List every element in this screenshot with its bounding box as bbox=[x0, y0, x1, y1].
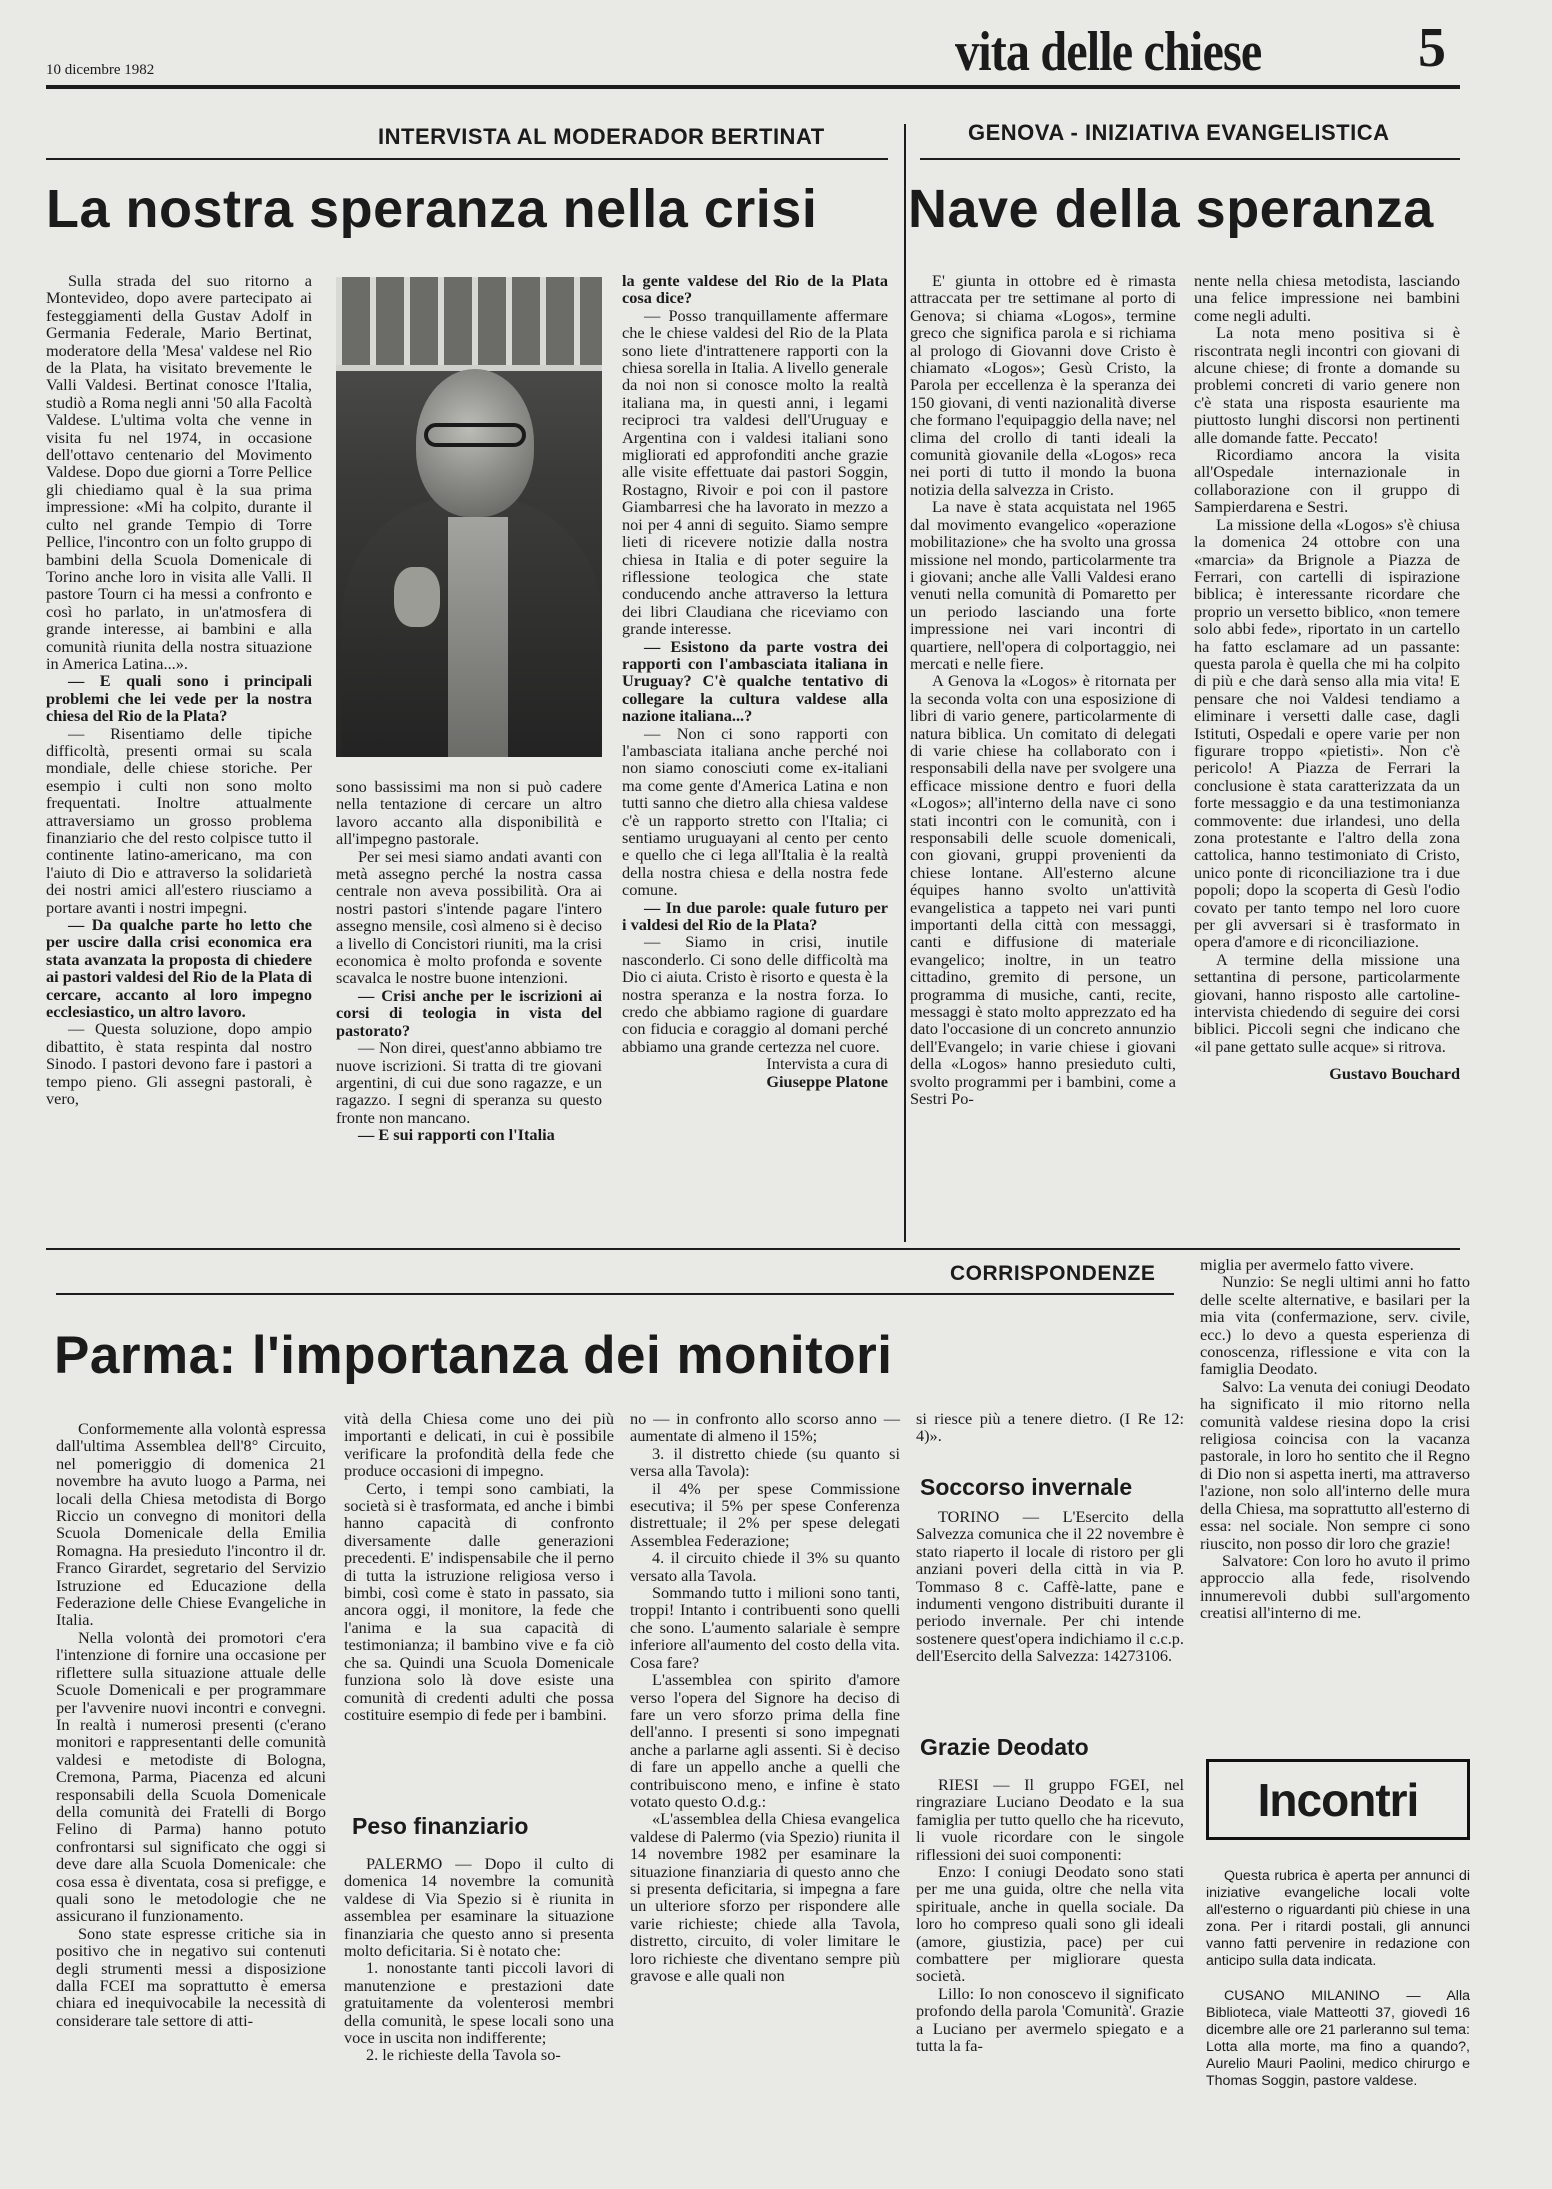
article2-kicker-rule bbox=[920, 158, 1460, 160]
article1-paragraph: Per sei mesi siamo andati avanti con metà assegno perché la nostra cassa centrale non aveva possibilità. Ora ai nostri pastori s'intende pagare l'intero assegno mensile, così almeno si è deciso a livello di Concistori riuniti, ma la crisi economica è molto profonda e sovente scavalca le nostre buone intenzioni. bbox=[336, 846, 602, 988]
grazie-paragraph: Salvatore: Con loro ho avuto il primo approccio alla fede, risolvendo innumerevoli dubbi sull'argomento creatisi all'interno di me. bbox=[1200, 1550, 1470, 1623]
article1-column-3 bbox=[622, 272, 888, 1090]
peso-paragraph: PALERMO — Dopo il culto di domenica 14 novembre la comunità valdese di Via Spezio si è riunita in assemblea per esaminare la situazione finanziaria che questo anno si presenta molto deficitaria. Si è notato che: bbox=[344, 1854, 614, 1961]
article1-kicker-rule bbox=[46, 158, 888, 160]
grazie-paragraph: Enzo: I coniugi Deodato sono stati per me una guida, oltre che nella vita spirituale, anche in quella sociale. Da loro ho compreso quali sono gli ideali (amore, giustizia, pace) per cui combattere per migliorare questa società. bbox=[916, 1862, 1184, 1986]
corrispondenze-kicker: CORRISPONDENZE bbox=[950, 1262, 1156, 1285]
article1-column-1 bbox=[46, 272, 312, 1108]
section-title: vita delle chiese bbox=[955, 21, 1262, 83]
soccorso-invernale-text bbox=[916, 1508, 1184, 1665]
parma-paragraph: Certo, i tempi sono cambiati, la società si è trasformata, ed anche i bimbi hanno capacità di confronto diversamente dalle generazioni precedenti. E' indispensabile che il perno di tutta la istruzione religiosa verso i bimbi, così come è stato in passato, sia ancora oggi, il monitore, la fede che l'anima e la sua capacità di testimonianza; il bambino vive e fa ciò che sa. Quindi una Scuola Domenicale funziona solo là dove esiste una comunità di credenti adulti che possa costituire esempio di fede per i bambini. bbox=[344, 1478, 614, 1724]
corrispondenze-rule bbox=[56, 1293, 1174, 1295]
article1-kicker: INTERVISTA AL MODERADOR BERTINAT bbox=[378, 124, 825, 149]
photo-glasses bbox=[424, 423, 526, 447]
article1-paragraph: — In due parole: quale futuro per i valdesi del Rio de la Plata? bbox=[622, 897, 888, 935]
article2-paragraph: Ricordiamo ancora la visita all'Ospedale internazionale in collaborazione con il gruppo di Sampierdarena e Sestri. bbox=[1194, 445, 1460, 517]
article1-signature-prefix: Intervista a cura di bbox=[766, 1054, 888, 1074]
article2-paragraph: A termine della missione una settantina di persone, particolarmente giovani, hanno risposto alle cartoline-intervista chiedendo di seguire dei corsi biblici. Piccoli segni che indicano che «il pane gettato sulle acque» si ritrova. bbox=[1194, 949, 1460, 1056]
corrispondenze-column-5 bbox=[1200, 1256, 1470, 1622]
grazie-paragraph: Salvo: La venuta dei coniugi Deodato ha significato il mio ritorno nella comunità valdese riesina dopo la crisi religiosa coincisa con la vacanza pastorale, in loro ho sentito che il Regno di Dio non si aspetta inerti, ma attraverso l'azione, non solo all'interno delle mura della Chiesa, ma soprattutto all'esterno di essa: nel sociale. Non sempre ci sono riuscito, non posso dir loro che grazie! bbox=[1200, 1376, 1470, 1553]
parma-paragraph: Sono state espresse critiche sia in positivo che in negativo sui contenuti degli strumenti messi a disposizione dalla FCEI ma soprattutto è emersa chiara ed inequivocabile la necessità di considerare tale settore di atti- bbox=[56, 1923, 326, 2030]
corrispondenze-column-4 bbox=[916, 1410, 1184, 1445]
peso-paragraph: no — in confronto allo scorso anno — aumentate di almeno il 15%; bbox=[630, 1409, 900, 1446]
page-number: 5 bbox=[1418, 17, 1446, 79]
article1-paragraph: la gente valdese del Rio de la Plata cosa dice? bbox=[622, 271, 888, 308]
soccorso-invernale-title: Soccorso invernale bbox=[920, 1474, 1133, 1500]
grazie-paragraph: RIESI — Il gruppo FGEI, nel ringraziare Luciano Deodato e la sua famiglia per tutto quello che ha ricevuto, li vuole ricordare con le singole riflessioni dei suoi componenti: bbox=[916, 1775, 1184, 1864]
incontri-box bbox=[1206, 1759, 1470, 1840]
article2-paragraph: A Genova la «Logos» è ritornata per la seconda volta con una esposizione di libri di vario genere, particolarmente di natura biblica. Un comitato di delegati di varie chiese ha collaborato con i responsabili della nave per svolgere una efficace missione dentro e fuori della «Logos»; all'interno della nave ci sono stati incontri con le comunità, con i responsabili delle scuole domenicali, con giovani, gruppi provenienti da chiese lontane. All'esterno alcune équipes hanno svolto un'attività evangelistica a tappeto nei vari punti importanti della città con messaggi, canti e diffusione di materiale evangelico; inoltre, in un teatro cittadino, gremito di persone, un programma di musiche, canti, recite, messaggi è stato molto apprezzato ed ha dato l'occasione di un concreto annunzio dell'Evangelo; in varie chiese i giovani della «Logos» hanno presieduto culti, svolto programmi per i bambini, come a Sestri Po- bbox=[910, 671, 1176, 1109]
grazie-deodato-text bbox=[916, 1776, 1184, 2055]
header-rule bbox=[46, 85, 1460, 89]
corrispondenze-column-3 bbox=[630, 1410, 900, 1984]
article2-column-2 bbox=[1194, 272, 1460, 1083]
corrispondenze-headline: Parma: l'importanza dei monitori bbox=[54, 1326, 893, 1385]
article1-paragraph: — Siamo in crisi, inutile nasconderlo. Ci sono delle difficoltà ma Dio ci aiuta. Cristo è risorto e questa è la nostra speranza e la nostra forza. Io credo che abbiamo ragione di guardare con fiducia e coraggio al domani perché abbiamo una grande certezza nel cuore. bbox=[622, 932, 888, 1056]
article2-paragraph: La nota meno positiva si è riscontrata negli incontri con giovani di alcune chiese; di fronte a domande su problemi concreti di vario genere non c'è stata una risposta esauriente ma piuttosto lunghi discorsi non pertinenti alle domande fatte. Peccato! bbox=[1194, 323, 1460, 447]
article1-paragraph: — E sui rapporti con l'Italia bbox=[358, 1125, 555, 1145]
peso-finanziario-text bbox=[344, 1855, 614, 2064]
peso-paragraph: si riesce più a tenere dietro. (I Re 12: 4)». bbox=[916, 1409, 1184, 1446]
peso-paragraph: 2. le richieste della Tavola so- bbox=[366, 2045, 561, 2065]
article2-paragraph: nente nella chiesa metodista, lasciando una felice impressione nei bambini come negli adulti. bbox=[1194, 271, 1460, 325]
column-divider bbox=[904, 124, 906, 1242]
article1-signature: Giuseppe Platone bbox=[766, 1071, 888, 1091]
grazie-paragraph: Nunzio: Se negli ultimi anni ho fatto delle scelte alternative, e basilari per la mia vita (confermazione, serv. civile, ecc.) lo devo a questa esperienza di conoscenza, riflessione e vita con la famiglia Deodato. bbox=[1200, 1272, 1470, 1379]
peso-paragraph: L'assemblea con spirito d'amore verso l'opera del Signore ha deciso di fare un vero sforzo prima della fine dell'anno. I presenti si sono impegnati anche a parlarne agli assenti. Si è deciso di fare un appello anche a quelli che contribuiscono meno, e infine è stato votato questo O.d.g.: bbox=[630, 1670, 900, 1811]
article1-headline: La nostra speranza nella crisi bbox=[46, 179, 818, 239]
article2-paragraph: E' giunta in ottobre ed è rimasta attraccata per tre settimane al porto di Genova; si chiama «Logos», termine greco che significa parola e si richiama al prologo di Giovanni dove Cristo è chiamato «Logos»; Gesù Cristo, la Parola per eccellenza è la speranza dei 150 giovani, di venti nazionalità diverse che formano l'equipaggio della nave; nel clima del crollo di tanti ideali la comunità giovanile della «Logos» reca nei porti di tutto il mondo la buona notizia della salvezza in Cristo. bbox=[910, 271, 1176, 499]
issue-date: 10 dicembre 1982 bbox=[46, 62, 155, 78]
article1-paragraph: — Crisi anche per le iscrizioni ai corsi di teologia in vista del pastorato? bbox=[336, 985, 602, 1040]
article1-paragraph: — Esistono da parte vostra dei rapporti con l'ambasciata italiana in Uruguay? C'è qualche tentativo di collegare la cultura valdese alla nazione italiana...? bbox=[622, 636, 888, 726]
incontri-notice bbox=[1206, 1988, 1470, 2090]
peso-finanziario-title: Peso finanziario bbox=[352, 1813, 529, 1839]
article2-signature: Gustavo Bouchard bbox=[1329, 1064, 1460, 1084]
article2-headline: Nave della speranza bbox=[908, 179, 1434, 239]
incontri-intro-text: Questa rubrica è aperta per annunci di iniziative evangeliche locali volte all'esterno o riguardanti più chiese in una zona. Per i ritardi postali, gli annunci vanno fatti pervenire in redazione con anticipo sulla data indicata. bbox=[1206, 1868, 1470, 1969]
parma-paragraph: vità della Chiesa come uno dei più importanti e delicati, in cui è possibile verificare la profondità della fede che produce occasioni di impegno. bbox=[344, 1409, 614, 1481]
photo-window bbox=[336, 277, 602, 367]
peso-paragraph: 4. il circuito chiede il 3% su quanto versato alla Tavola. bbox=[630, 1548, 900, 1585]
parma-paragraph: Nella volontà dei promotori c'era l'intenzione di fornire una occasione per riflettere sulla situazione attuale delle Scuole Domenicali e per programmare per l'avvenire nuovi incontri e convegni. In realtà i numerosi presenti (c'erano monitori e rappresentanti delle comunità valdesi e metodiste di Bologna, Cremona, Parma, Piacenza ed alcuni responsabili della Scuola Domenicale della comunità dei Fratelli di Borgo Felino di Parma) hanno potuto confrontarsi sul significato che oggi si deve dare alla Scuola Domenicale: che cosa essa è diventata, cosa si prefigge, e quali sono le metodologie che ne assicurano il funzionamento. bbox=[56, 1627, 326, 1926]
article2-kicker: GENOVA - INIZIATIVA EVANGELISTICA bbox=[968, 120, 1390, 145]
article1-column-2 bbox=[336, 778, 602, 1144]
article2-column-1 bbox=[910, 272, 1176, 1108]
article1-paragraph: sono bassissimi ma non si può cadere nella tentazione di cercare un altro lavoro accanto alla disponibilità e all'impegno pastorale. bbox=[336, 777, 602, 849]
article2-paragraph: La nave è stata acquistata nel 1965 dal movimento evangelico «operazione mobilitazione» che ha svolto una grossa missione nel mondo, particolarmente tra i giovani; anche alle Valli Valdesi erano venuti nella comunità di Pomaretto per un periodo lasciando una forte impressione nei vari incontri di quartiere, nell'opera di colportaggio, nei mercati e nelle fiere. bbox=[910, 497, 1176, 673]
parma-paragraph: Conformemente alla volontà espressa dall'ultima Assemblea dell'8° Circuito, nel pomeriggio di domenica 21 novembre ha avuto luogo a Parma, nei locali della Chiesa metodista di Borgo Riccio un convegno di monitori della Scuola Domenicale della Emilia Romagna. Ha presieduto l'incontro il dr. Franco Girardet, segretario del Servizio Istruzione ed Educazione della Federazione delle Chiese Evangeliche in Italia. bbox=[56, 1419, 326, 1630]
corrispondenze-column-1 bbox=[56, 1420, 326, 2029]
grazie-paragraph: Lillo: Io non conoscevo il significato profondo della parola 'Comunità'. Grazie a Luciano per avermelo spiegato e a tutta la fa- bbox=[916, 1983, 1184, 2056]
incontri-title: Incontri bbox=[1257, 1773, 1419, 1826]
incontri-notice-text: CUSANO MILANINO — Alla Biblioteca, viale Matteotti 37, giovedì 16 dicembre alle ore 21 parleranno sul tema: Lotta alla morte, ma fino a quando?, Aurelio Mauri Paolini, medico chirurgo e Thomas Soggin, pastore valdese. bbox=[1206, 1988, 1470, 2089]
grazie-paragraph: miglia per avermelo fatto vivere. bbox=[1200, 1255, 1414, 1274]
article1-paragraph: — Non direi, quest'anno abbiamo tre nuove iscrizioni. Si tratta di tre giovani argentini, di cui due sono ragazze, e un ragazzo. I segni di speranza su questo fronte non mancano. bbox=[336, 1038, 602, 1127]
soccorso-paragraph: TORINO — L'Esercito della Salvezza comunica che il 22 novembre è stato riaperto il locale di ristoro per gli anziani poveri della città in via P. Tommaso 8 c. Caffè-latte, pane e indumenti vengono distribuiti durante il periodo invernale. Per chi intende sostenere quest'opera indichiamo il c.c.p. dell'Esercito della Salvezza: 14273106. bbox=[916, 1507, 1184, 1666]
article1-paragraph: — Risentiamo delle tipiche difficoltà, presenti ormai su scala mondiale, delle chiese storiche. Per esempio i culti non sono molto frequentati. Inoltre attualmente attraversiamo un grosso problema finanziario che del resto colpisce tutto il continente latino-americano, ma con l'aiuto di Dio e attraverso la solidarietà dei nostri amici all'estero riusciamo a portare avanti i nostri impegni. bbox=[46, 723, 312, 917]
peso-paragraph: il 4% per spese Commissione esecutiva; il 5% per spese Conferenza distrettuale; il 2% per spese delegati Assemblea Federazione; bbox=[630, 1478, 900, 1550]
peso-paragraph: Sommando tutto i milioni sono tanti, troppi! Intanto i contribuenti sono quelli che sono. L'aumento salariale è sempre inferiore all'aumento del costo della vita. Cosa fare? bbox=[630, 1583, 900, 1672]
peso-paragraph: «L'assemblea della Chiesa evangelica valdese di Palermo (via Spezio) riunita il 14 novembre 1982 per esaminare la situazione finanziaria di questo anno che si presenta deficitaria, si impegna a fare un ulteriore sforzo per rispondere alle varie richieste; chiede alla Tavola, distretto, circuito, di voler limitare le loro richieste che diventano sempre più gravose e alle quali non bbox=[630, 1809, 900, 1985]
corrispondenze-column-2 bbox=[344, 1410, 614, 1723]
article1-paragraph: — Posso tranquillamente affermare che le chiese valdesi del Rio de la Plata sono liete d'intrattenere rapporti con la chiesa sorella in Italia. A livello generale da noi non si conosce molto la realtà italiana ma, in questi anni, i legami reciproci tra valdesi dell'Uruguay e Argentina con i valdesi italiani sono migliorati ed approfonditi anche grazie alle visite effettuate dai pastori Soggin, Rostagno, Rivoir e poi con il pastore Giambarresi che ha lavorato in mezzo a noi per 4 anni di seguito. Siamo sempre lieti di ricevere notizie dalla nostra chiesa in Italia e di poter seguire la riflessione teologica che state conducendo anche attraverso la lettura dei libri Claudiana che riceviamo con grande interesse. bbox=[622, 305, 888, 639]
section-rule bbox=[46, 1248, 1460, 1250]
bertinat-photo bbox=[336, 277, 602, 757]
article1-paragraph: — Questa soluzione, dopo ampio dibattito, è stata respinta dal nostro Sinodo. I pastori devono fare i pastori a tempo pieno. Gli assegni pastorali, è vero, bbox=[46, 1019, 312, 1109]
article2-paragraph: La missione della «Logos» s'è chiusa la domenica 24 ottobre con una «marcia» da Brignole a Piazza de Ferrari, con cartelli di ispirazione biblica; è interessante ricordare che proprio un versetto biblico, «non temere solo abbi fede», riportato in un cartello ha fatto esclamare ad un passante: questa parola è quella che mi ha colpito di più e che darà senso alla mia vita! E pensare che noi Valdesi tendiamo a eliminare i versetti dalle case, dagli Istituti, Ospedali e opere varie per non figurare troppo «pietisti». Non c'è pericolo! A Piazza de Ferrari la conclusione è stata caratterizzata da un forte messaggio e da una testimonianza commovente: due irlandesi, uno della zona protestante e l'altro della zona cattolica, hanno testimoniato di Cristo, unico ponte di riconciliazione tra i due popoli; dopo la scoperta di Gesù l'odio covato per tanto tempo nel loro cuore per gli avversari si è trasformato in opera d'amore e di riconciliazione. bbox=[1194, 514, 1460, 952]
peso-paragraph: 3. il distretto chiede (su quanto si versa alla Tavola): bbox=[630, 1443, 900, 1481]
incontri-intro bbox=[1206, 1868, 1470, 1970]
article1-paragraph: — E quali sono i principali problemi che lei vede per la nostra chiesa del Rio de la Plata? bbox=[46, 671, 312, 726]
grazie-deodato-title: Grazie Deodato bbox=[920, 1734, 1089, 1760]
article1-paragraph: Sulla strada del suo ritorno a Montevideo, dopo avere partecipato ai festeggiamenti della Gustav Adolf in Germania Federale, Mario Bertinat, moderatore della 'Mesa' valdese nel Rio de la Plata, ha visitato brevemente le Valli Valdesi. Bertinat conosce l'Italia, studiò a Roma negli anni '50 alla Facoltà Valdese. L'ultima volta che venne in visita fu nel 1974, in occasione dell'ottavo centenario del Movimento Valdese. Dopo due giorni a Torre Pellice gli chiediamo qual è la sua prima impressione: «Mi ha colpito, durante il culto nel grande Tempio di Torre Pellice, l'incontro con un folto gruppo di bambini della Scuola Domenicale di Torino anche loro in visita alle Valli. Il pastore Tourn ci ha messi a confronto e così ho parlato, in un'atmosfera di grande interesse, ai bambini e alla comunità riunita della nostra situazione in America Latina...». bbox=[46, 271, 312, 673]
article1-paragraph: — Da qualche parte ho letto che per uscire dalla crisi economica era stata avanzata la proposta di chiedere ai pastori valdesi del Rio de la Plata di cercare, accanto al loro impegno ecclesiastico, un altro lavoro. bbox=[46, 915, 312, 1022]
article1-paragraph: — Non ci sono rapporti con l'ambasciata italiana anche perché noi non siamo conosciuti come ex-italiani ma come gente d'America Latina e non tutti sanno che dietro alla chiesa valdese c'è un rapporto stretto con l'Italia; ci sentiamo uruguayani al cento per cento e quello che ci lega all'Italia è la realtà della nostra chiesa e della nostra fede comune. bbox=[622, 723, 888, 900]
peso-paragraph: 1. nonostante tanti piccoli lavori di manutenzione e prestazioni date gratuitamente da volenterosi membri della comunità, le spese locali sono una voce in uscita non indifferente; bbox=[344, 1958, 614, 2048]
